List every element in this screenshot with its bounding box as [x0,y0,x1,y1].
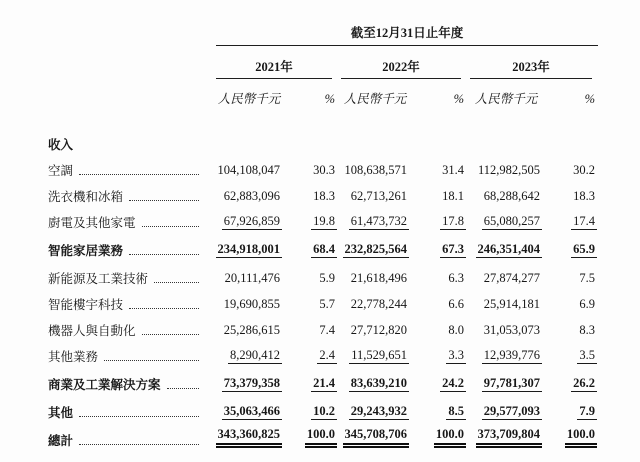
amount-2021-cell: 62,883,096 [223,188,280,203]
year-label: 2022年 [341,60,461,79]
section-heading: 收入 [48,137,74,152]
amount-2023-cell: 27,874,277 [483,270,540,285]
percent-2023-cell: 7.5 [579,270,596,285]
year-2022-header [338,46,467,79]
amount-2021-cell: 19,690,855 [223,296,280,311]
row-revenue-heading [48,109,598,155]
row-label-cell [48,423,213,451]
dot-leader [167,388,199,389]
amount-2021-cell: 20,111,476 [224,270,280,285]
percent-2022-cell: 8.5 [412,395,467,423]
percent-2023-cell: 8.3 [579,322,596,337]
percent-label: % [584,91,596,106]
segment-revenue-table [48,10,598,451]
row-label: 機器人與自動化 [48,323,136,338]
year-label: 2023年 [470,60,592,79]
amount-2021-cell: 8,290,412 [213,341,285,367]
amount-2022-cell: 83,639,210 [338,367,412,395]
dot-leader [142,226,199,227]
percent-2022-cell: 67.3 [412,233,467,261]
section-heading-cell [48,109,213,155]
currency-unit-label: 人民幣千元 [217,91,281,106]
percent-2021-cell: 5.9 [319,270,335,285]
dot-leader [79,444,199,445]
percent-2023-cell: 18.3 [573,188,596,203]
dot-leader [104,360,199,361]
row-label-cell [48,315,213,341]
row-label: 其他 [48,405,74,420]
amount-2021-cell: 73,379,358 [213,367,285,395]
dot-leader [129,200,199,201]
amount-2022-cell: 22,778,244 [350,296,407,311]
percent-2021-cell: 19.8 [285,207,338,233]
amount-2023-cell: 31,053,073 [483,322,540,337]
row-smart-building-tech [48,289,598,315]
percent-2022-cell: 17.8 [412,207,467,233]
row-label: 洗衣機和冰箱 [48,189,124,204]
dot-leader [154,282,199,283]
percent-2021-cell: 68.4 [285,233,338,261]
row-label: 商業及工業解決方案 [48,377,161,392]
row-label: 廚電及其他家電 [48,215,136,230]
row-label-cell [48,207,213,233]
row-washing-machines-refrigerators [48,181,598,207]
dot-leader [79,174,199,175]
amount-2023-cell: 373,709,804 [467,423,545,451]
amount-2021-cell: 67,926,859 [213,207,285,233]
row-other-business [48,341,598,367]
amount-2021-cell: 343,360,825 [213,423,285,451]
percent-2021-cell: 21.4 [285,367,338,395]
percent-2023-cell: 65.9 [545,233,598,261]
dot-leader [129,254,199,255]
percent-label: % [324,91,335,106]
percent-2021-cell: 7.4 [319,322,335,337]
amount-2023-cell: 112,982,505 [477,162,540,177]
period-header-cell [213,10,598,46]
amount-2023-cell: 25,914,181 [483,296,540,311]
amount-2022-cell: 108,638,571 [344,162,407,177]
unit-header-row [48,79,598,109]
row-air-conditioning [48,155,598,181]
period-title: 截至12月31日止年度 [216,26,598,46]
percent-2021-cell: 10.2 [285,395,338,423]
percent-2023-cell: 26.2 [545,367,598,395]
percent-2021-cell: 2.4 [285,341,338,367]
row-label: 空調 [48,163,74,178]
percent-2021-cell: 18.3 [313,188,335,203]
row-label-cell [48,261,213,289]
amount-2022-cell: 29,243,932 [338,395,412,423]
spacer-cell [48,46,213,79]
amount-2023-cell: 12,939,776 [467,341,545,367]
currency-unit-label: 人民幣千元 [343,91,407,106]
amount-2022-cell: 232,825,564 [338,233,412,261]
spacer-cell [48,79,213,109]
percent-2022-cell: 3.3 [412,341,467,367]
row-total [48,423,598,451]
percent-2023-cell: 30.2 [573,162,596,177]
year-2021-header [213,46,338,79]
row-label-cell [48,289,213,315]
percent-2023-cell: 17.4 [545,207,598,233]
amount-2022-cell: 27,712,820 [350,322,407,337]
spacer-cell [213,109,598,155]
dot-leader [129,308,199,309]
amount-2023-cell: 68,288,642 [483,188,540,203]
row-smart-home-business-subtotal [48,233,598,261]
year-header-row [48,46,598,79]
row-kitchen-other-appliances [48,207,598,233]
row-robotics-automation [48,315,598,341]
amount-2021-cell: 234,918,001 [213,233,285,261]
year-label: 2021年 [216,60,332,79]
percent-2021-cell: 100.0 [285,423,338,451]
amount-2022-cell: 62,713,261 [350,188,407,203]
percent-2022-cell: 6.6 [448,296,464,311]
percent-label: % [453,91,464,106]
percent-2021-cell: 5.7 [319,296,335,311]
currency-unit-label: 人民幣千元 [474,91,538,106]
row-label: 新能源及工業技術 [48,271,149,286]
row-commercial-industrial-solutions-subtotal [48,367,598,395]
period-header-row [48,10,598,46]
amount-2023-cell: 65,080,257 [467,207,545,233]
percent-2023-cell: 7.9 [545,395,598,423]
amount-2021-cell: 104,108,047 [217,162,280,177]
percent-2022-cell: 6.3 [448,270,464,285]
percent-2022-cell: 18.1 [442,188,464,203]
percent-2023-cell: 6.9 [579,296,596,311]
dot-leader [79,416,199,417]
amount-2021-cell: 35,063,466 [213,395,285,423]
amount-2022-cell: 61,473,732 [338,207,412,233]
row-label-cell [48,341,213,367]
row-label: 智能家居業務 [48,243,124,258]
amount-2022-cell: 11,529,651 [338,341,412,367]
row-label: 其他業務 [48,349,99,364]
percent-2023-cell: 100.0 [545,423,598,451]
amount-2023-cell: 246,351,404 [467,233,545,261]
row-label: 總計 [48,433,74,448]
percent-2022-cell: 31.4 [442,162,464,177]
percent-2021-cell: 30.3 [313,162,335,177]
percent-2022-cell: 100.0 [412,423,467,451]
row-others [48,395,598,423]
row-label-cell [48,181,213,207]
dot-leader [142,334,199,335]
row-label-cell [48,395,213,423]
amount-2022-cell: 345,708,706 [338,423,412,451]
row-new-energy-industrial-tech [48,261,598,289]
row-label-cell [48,367,213,395]
amount-2023-cell: 29,577,093 [467,395,545,423]
percent-2022-cell: 24.2 [412,367,467,395]
percent-2023-cell: 3.5 [545,341,598,367]
row-label-cell [48,233,213,261]
row-label: 智能樓宇科技 [48,297,124,312]
amount-2021-cell: 25,286,615 [223,322,280,337]
amount-2023-cell: 97,781,307 [467,367,545,395]
percent-2022-cell: 8.0 [448,322,464,337]
amount-2022-cell: 21,618,496 [350,270,407,285]
row-label-cell [48,155,213,181]
year-2023-header [467,46,598,79]
spacer-cell [48,10,213,46]
